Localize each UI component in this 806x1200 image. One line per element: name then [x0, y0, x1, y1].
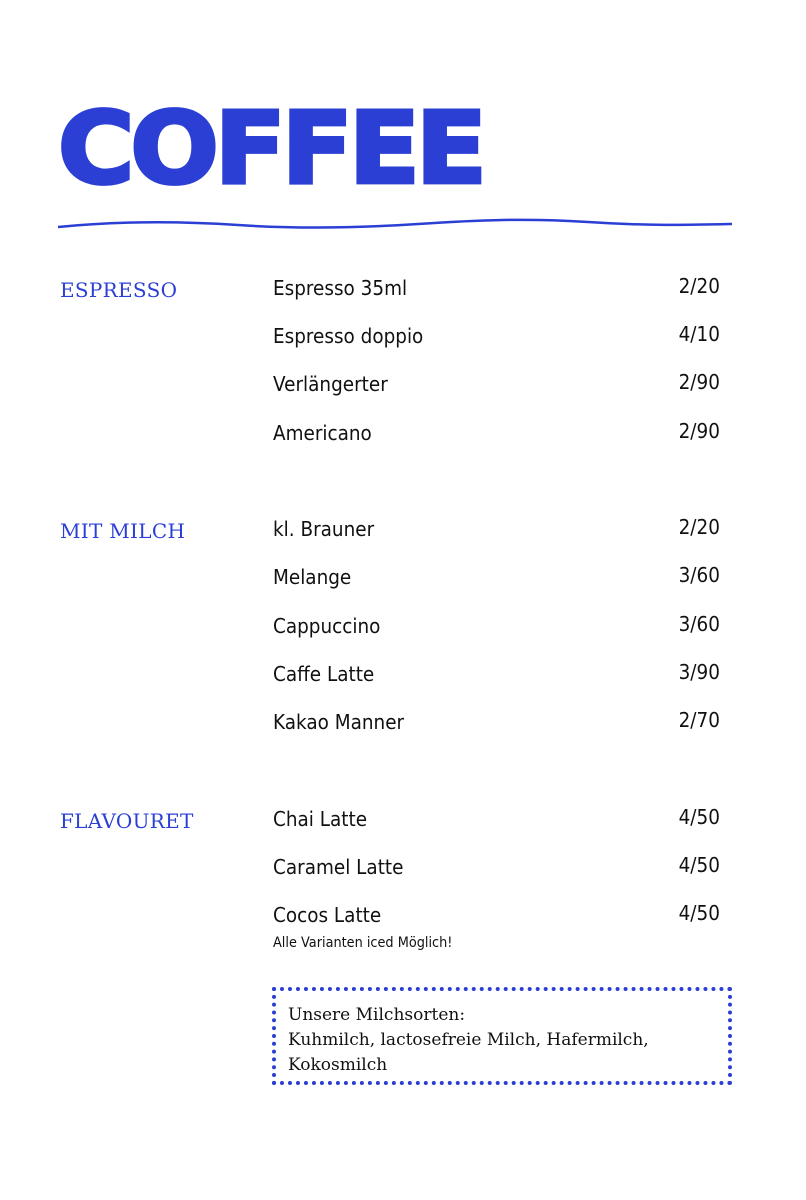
item-price: 3/90	[678, 660, 720, 684]
item-price: 4/50	[678, 853, 720, 877]
menu-item	[0, 515, 806, 561]
item-name: Cocos Latte	[273, 903, 382, 927]
item-price: 4/10	[678, 322, 720, 346]
item-price: 4/50	[678, 805, 720, 829]
item-price: 2/70	[678, 708, 720, 732]
iced-note: Alle Varianten iced Möglich!	[273, 935, 453, 951]
wavy-divider	[58, 212, 732, 232]
item-name: Melange	[273, 565, 352, 589]
section-label: FLAVOURET	[60, 809, 194, 833]
menu-item	[0, 370, 806, 416]
section-label: MIT MILCH	[60, 519, 186, 543]
item-name: kl. Brauner	[273, 517, 375, 541]
menu-item	[0, 612, 806, 658]
menu-title: COFFEE	[58, 90, 483, 207]
menu-item	[0, 322, 806, 368]
menu-item	[0, 660, 806, 706]
item-name: Espresso 35ml	[273, 276, 408, 300]
item-price: 3/60	[678, 563, 720, 587]
item-name: Verlängerter	[273, 372, 388, 396]
section-label: ESPRESSO	[60, 278, 178, 302]
item-price: 2/20	[678, 515, 720, 539]
milk-box-heading: Unsere Milchsorten:	[288, 1005, 466, 1025]
menu-item	[0, 853, 806, 899]
item-name: Kakao Manner	[273, 710, 405, 734]
item-price: 3/60	[678, 612, 720, 636]
menu-item	[0, 274, 806, 320]
item-name: Cappuccino	[273, 614, 381, 638]
menu-item	[0, 708, 806, 754]
milk-box-text: Kuhmilch, lactosefreie Milch, Hafermilch, Kokosmilch	[288, 1030, 649, 1075]
item-name: Chai Latte	[273, 807, 368, 831]
item-price: 4/50	[678, 901, 720, 925]
item-price: 2/20	[678, 274, 720, 298]
item-price: 2/90	[678, 370, 720, 394]
milk-options-box	[272, 987, 732, 1085]
item-price: 2/90	[678, 419, 720, 443]
menu-item	[0, 805, 806, 851]
item-name: Espresso doppio	[273, 324, 424, 348]
menu-item	[0, 563, 806, 609]
item-name: Americano	[273, 421, 372, 445]
item-name: Caffe Latte	[273, 662, 375, 686]
item-name: Caramel Latte	[273, 855, 404, 879]
menu-item	[0, 419, 806, 465]
